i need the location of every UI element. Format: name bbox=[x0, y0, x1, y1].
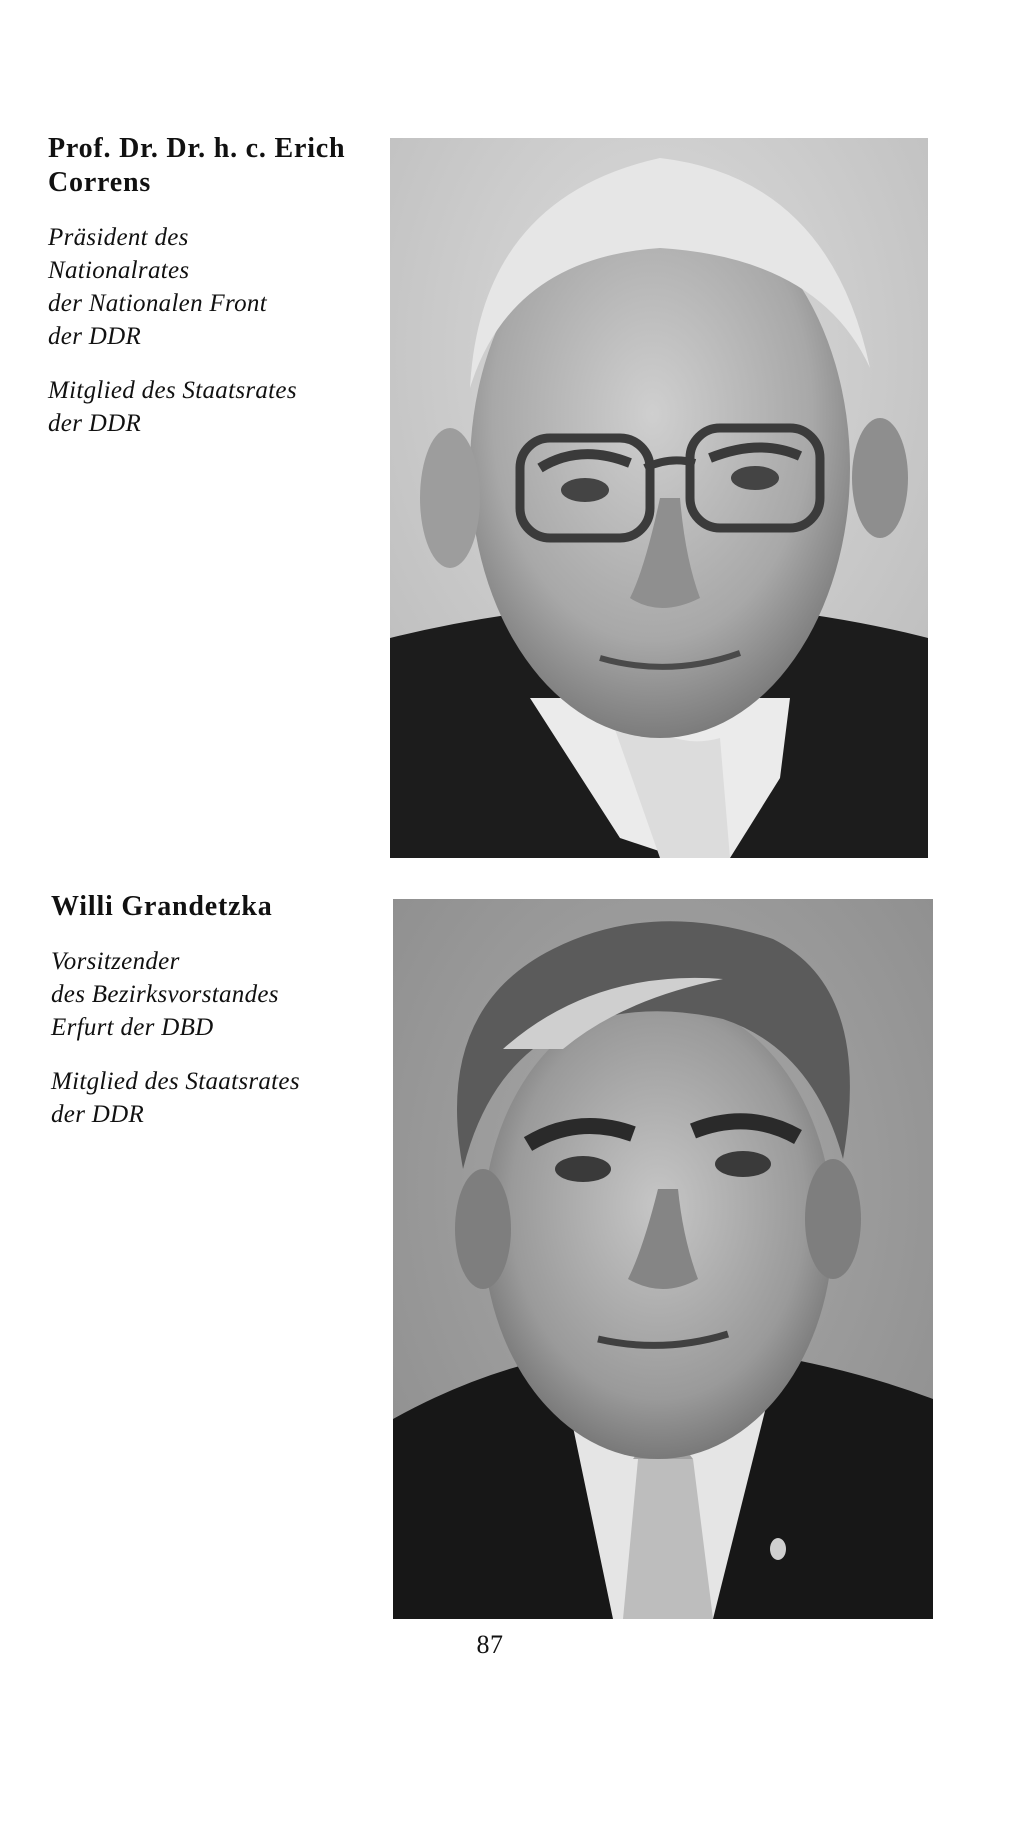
portrait-photo bbox=[390, 138, 928, 858]
role-line: der Nationalen Front bbox=[48, 290, 267, 317]
person-name bbox=[51, 890, 371, 924]
role-block bbox=[48, 221, 368, 353]
role-block bbox=[48, 374, 368, 440]
role-line: Mitglied des Staatsrates bbox=[48, 377, 297, 404]
role-block bbox=[51, 1065, 371, 1131]
portrait-elderly-man-glasses-icon bbox=[390, 138, 928, 858]
person-name-line: Prof. Dr. Dr. h. c. Erich bbox=[48, 133, 346, 164]
role-line: der DDR bbox=[48, 323, 142, 350]
role-line: Präsident des bbox=[48, 224, 189, 251]
person-caption bbox=[51, 890, 371, 1152]
person-caption bbox=[48, 132, 368, 461]
role-block bbox=[51, 945, 371, 1044]
person-name bbox=[48, 132, 368, 200]
portrait-photo bbox=[393, 899, 933, 1619]
role-line: der DDR bbox=[48, 410, 142, 437]
page-number: 87 bbox=[476, 1630, 504, 1659]
role-line: Mitglied des Staatsrates bbox=[51, 1068, 300, 1095]
role-line: des Bezirksvorstandes bbox=[51, 981, 279, 1008]
role-line: der DDR bbox=[51, 1101, 145, 1128]
role-line: Vorsitzender bbox=[51, 948, 180, 975]
role-line: Nationalrates bbox=[48, 257, 190, 284]
role-line: Erfurt der DBD bbox=[51, 1014, 214, 1041]
person-name-line: Correns bbox=[48, 167, 152, 198]
portrait-man-tie-icon bbox=[393, 899, 933, 1619]
person-name-line: Willi Grandetzka bbox=[51, 891, 273, 922]
